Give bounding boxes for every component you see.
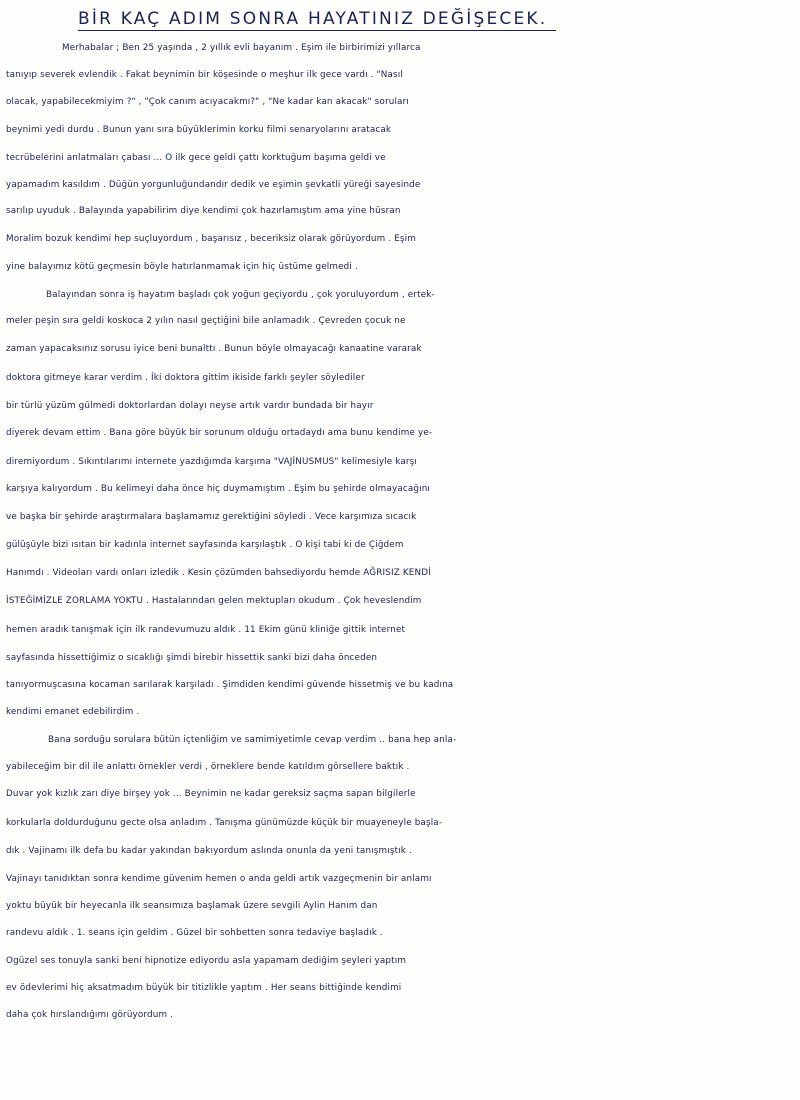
letter-line: diyerek devam ettim . Bana göre büyük bir sorunum olduğu ortadaydı ama bunu kendime ye- xyxy=(6,428,433,438)
letter-line: Hanımdı . Videoları vardı onları izledik . Kesin çözümden bahsediyordu hemde AĞRISIZ KENDİ xyxy=(6,568,431,578)
title-underline xyxy=(78,30,556,31)
letter-line: tanıyormuşcasına kocaman sarılarak karşıladı . Şimdiden kendimi güvende hissetmiş ve bu kadına xyxy=(6,680,454,690)
letter-line: karşıya kalıyordum . Bu kelimeyi daha önce hiç duymamıştım . Eşim bu şehirde olmayacağını xyxy=(6,484,431,494)
letter-line: korkularla doldurduğunu gecte olsa anladım . Tanışma günümüzde küçük bir muayeneyle başla- xyxy=(6,818,443,828)
letter-line: kendimi emanet edebilirdim . xyxy=(6,707,140,717)
letter-line: yapamadım kasıldım . Düğün yorgunluğundandır dedik ve eşimin şevkatli yüreği sayesinde xyxy=(6,180,421,190)
letter-line: tecrübelerini anlatmaları çabası ... O ilk gece geldi çattı korktuğum başıma geldi ve xyxy=(6,153,386,163)
letter-line: Duvar yok kızlık zarı diye birşey yok ... Beynimin ne kadar gereksiz saçma sapan bilgilerle xyxy=(6,789,416,799)
letter-line: doktora gitmeye karar verdim . İki doktora gittim ikiside farklı şeyler söylediler xyxy=(6,373,365,383)
letter-line: olacak, yapabilecekmiyim ?" , "Çok canım acıyacakmı?" , "Ne kadar kan akacak" soruları xyxy=(6,97,409,107)
letter-line: tanıyıp severek evlendik . Fakat beynimin bir köşesinde o meşhur ilk gece vardı . "Nasıl xyxy=(6,70,403,80)
letter-line: bir türlü yüzüm gülmedi doktorlardan dolayı neyse artık vardır bundada bir hayır xyxy=(6,401,374,411)
letter-line: Moralim bozuk kendimi hep suçluyordum , başarısız , beceriksiz olarak görüyordum . Eşim xyxy=(6,234,416,244)
letter-line: yabileceğim bir dil ile anlattı örnekler verdi , örneklere bende katıldım görsellere baktık . xyxy=(6,762,410,772)
letter-line: hemen aradık tanışmak için ilk randevumuzu aldık . 11 Ekim günü kliniğe gittik internet xyxy=(6,625,406,635)
letter-line: randevu aldık . 1. seans için geldim . Güzel bir sohbetten sonra tedaviye başladık . xyxy=(6,928,383,938)
letter-line: sayfasında hissettiğimiz o sıcaklığı şimdi birebir hissettik sanki bizi daha önceden xyxy=(6,653,378,663)
letter-line: diremiyordum . Sıkıntılarımı internete yazdığımda karşıma "VAJİNUSMUS" kelimesiyle karşı xyxy=(6,457,418,467)
letter-line: yoktu büyük bir heyecanla ilk seansımıza başlamak üzere sevgili Aylin Hanım dan xyxy=(6,901,378,911)
letter-title: BİR KAÇ ADIM SONRA HAYATINIZ DEĞİŞECEK. xyxy=(78,9,548,29)
letter-line: Ogüzel ses tonuyla sanki beni hipnotize ediyordu asla yapamam dediğim şeyleri yaptım xyxy=(6,956,407,966)
letter-line: Merhabalar ; Ben 25 yaşında , 2 yıllık evli bayanım . Eşim ile birbirimizi yıllarca xyxy=(62,43,421,53)
letter-line: daha çok hırslandığımı görüyordum . xyxy=(6,1010,174,1020)
letter-line: yine balayımız kötü geçmesin böyle hatırlanmamak için hiç üstüme gelmedi . xyxy=(6,262,358,272)
letter-line: ev ödevlerimi hiç aksatmadım büyük bir titizlikle yaptım . Her seans bittiğinde kendimi xyxy=(6,983,402,993)
letter-line: Vajinayı tanıdıktan sonra kendime güvenim hemen o anda geldi artık vazgeçmenin bir anlamı xyxy=(6,874,432,884)
letter-line: ve başka bir şehirde araştırmalara başlamamız gerektiğini söyledi . Vece karşımıza sıcacık xyxy=(6,512,417,522)
letter-line: Balayından sonra iş hayatım başladı çok yoğun geçiyordu , çok yoruluyordum , ertek- xyxy=(46,290,435,300)
letter-line: sarılıp uyuduk . Balayında yapabilirim diye kendimi çok hazırlamıştım ama yine hüsran xyxy=(6,206,401,216)
letter-line: gülüşüyle bizi ısıtan bir kadınla internet sayfasında karşılaştık . O kişi tabi ki de Çiğdem xyxy=(6,540,404,550)
letter-line: meler peşin sıra geldi koskoca 2 yılın nasıl geçtiğini bile anlamadık . Çevreden çocuk ne xyxy=(6,316,406,326)
letter-line: zaman yapacaksınız sorusu iyice beni bunalttı . Bunun böyle olmayacağı kanaatine vararak xyxy=(6,344,422,354)
letter-line: İSTEĞİMİZLE ZORLAMA YOKTU . Hastalarından gelen mektupları okudum . Çok heveslendim xyxy=(6,596,422,606)
letter-line: dık . Vajinamı ilk defa bu kadar yakından bakıyordum aslında onunla da yeni tanışmıştık . xyxy=(6,846,412,856)
letter-line: Bana sorduğu sorulara bütün içtenliğim ve samimiyetimle cevap verdim .. bana hep anla- xyxy=(48,735,457,745)
letter-line: beynimi yedi durdu . Bunun yanı sıra büyüklerimin korku filmi senaryolarını aratacak xyxy=(6,125,392,135)
